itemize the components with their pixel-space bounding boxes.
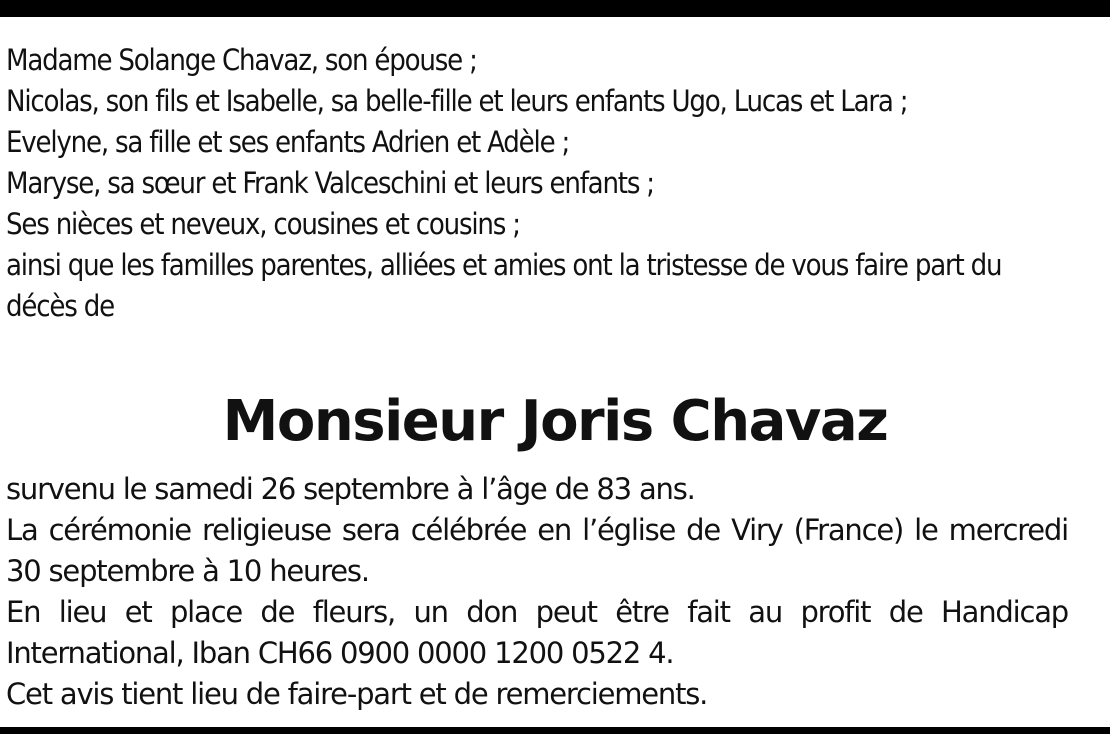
family-line-sister: Maryse, sa sœur et Frank Valceschini et leurs enfants ;: [6, 166, 654, 200]
family-line-announcement: ainsi que les familles parentes, alliées et amies ont la tristesse de vous faire part du décès de: [6, 248, 1002, 323]
funeral-details: [6, 469, 1068, 715]
family-line-son: Nicolas, son fils et Isabelle, sa belle-fille et leurs enfants Ugo, Lucas et Lara ;: [6, 84, 908, 118]
death-notice: survenu le samedi 26 septembre à l’âge de 83 ans.: [6, 472, 695, 506]
family-announcement: [6, 40, 1068, 327]
deceased-name: Monsieur Joris Chavaz: [222, 389, 888, 454]
bottom-border-rule: [0, 727, 1110, 734]
family-line-daughter: Evelyne, sa fille et ses enfants Adrien et Adèle ;: [6, 125, 570, 159]
donation-info: En lieu et place de fleurs, un don peut être fait au profit de Handicap International, Iban CH66 0900 0000 1200 0522 4.: [6, 595, 1068, 670]
top-border-bar: [0, 0, 1110, 17]
family-line-spouse: Madame Solange Chavaz, son épouse ;: [6, 43, 477, 77]
closing-note: Cet avis tient lieu de faire-part et de remerciements.: [6, 677, 708, 711]
ceremony-info: La cérémonie religieuse sera célébrée en l’église de Viry (France) le mercredi 30 septembre à 10 heures.: [6, 513, 1068, 588]
family-line-nieces: Ses nièces et neveux, cousines et cousins ;: [6, 207, 520, 241]
